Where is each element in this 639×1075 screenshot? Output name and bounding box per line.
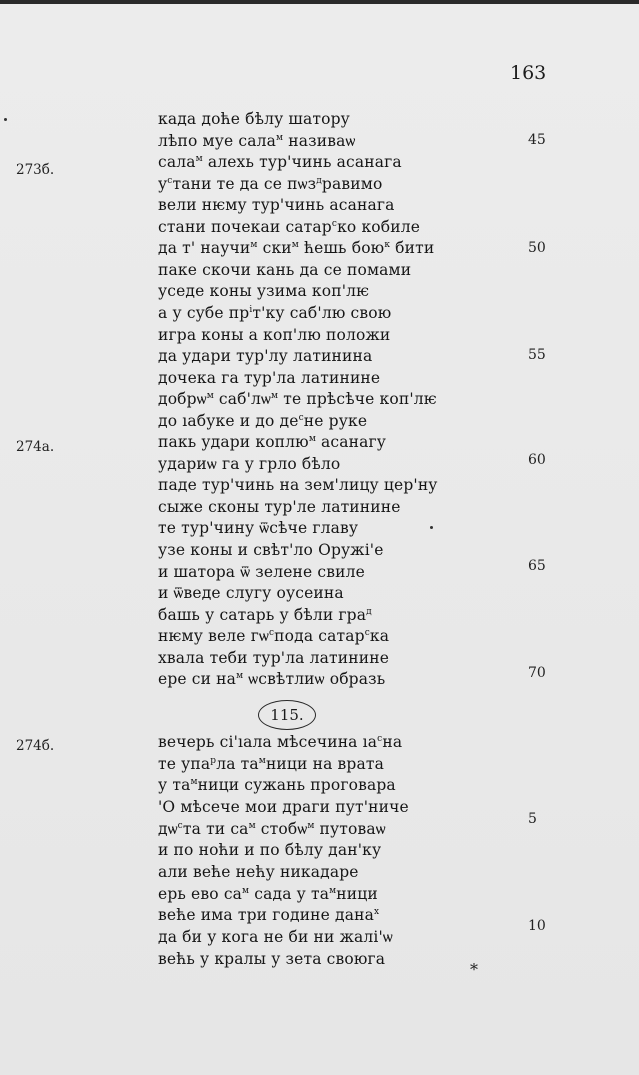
verse-line: пакь удари коплю$^м$ асанагу [158, 433, 387, 452]
line-number: 10 [528, 918, 546, 934]
line-number: 55 [528, 347, 546, 363]
page-top-edge [0, 0, 639, 4]
line-number: 60 [528, 452, 546, 468]
verse-line: те упа$^р$ла $та^мници$ на врата [158, 754, 384, 773]
page-number: 163 [510, 62, 547, 84]
line-number: 70 [528, 665, 546, 681]
verse-line: нѥму веле $гѡ^спода$ сатар$^с$ка [158, 627, 390, 646]
verse-line: и ѿведе слугу оусеина [158, 584, 344, 603]
verse-line: већь у кралы у зета своюга [158, 949, 386, 968]
verse-line: ерь ево $са^м$ сада у $та^мници$ [158, 884, 378, 903]
folio-marker: 274а. [16, 439, 55, 455]
verse-line: башь у сатарь у бѣли гра$^д$ [158, 605, 372, 624]
verse-line: веће има три године дана$^х$ [158, 906, 380, 925]
speck-mark [430, 526, 433, 529]
verse-line: али веће нећу никадаре [158, 862, 359, 881]
verse-line: сала$^м$ алехь тур'чинь асанага [158, 153, 402, 172]
verse-line: а у субе $пр^іт'ку$ саб'лю свою [158, 303, 392, 322]
verse-line: те тур'чину ѿсѣче главу [158, 519, 359, 538]
verse-line: у $та^мници$ сужань проговара [158, 776, 396, 795]
verse-line: $дѡ^ста$ ти $са^м$ стобѡ$^м$ путоваѡ [158, 819, 386, 838]
verse-line: када доће бѣлу шатору [158, 110, 350, 128]
verse-line: вечерь сі'ıала мѣсечина $ıа^сна$ [158, 733, 403, 751]
verse-line: 'О мѣсече мои драги пут'ниче [158, 797, 409, 816]
verse-line: да т' научи$^м$ ски$^м$ ћешь бою$^к$ бити [158, 239, 435, 258]
verse-line: удариѡ га у грло бѣло [158, 454, 341, 473]
verse-line: стани почекаи сатар$^с$ко кобиле [158, 217, 421, 236]
folio-marker: 273б. [16, 162, 55, 178]
verse-line: игра коны а коп'лю положи [158, 325, 391, 344]
verse-line: $у^стани$ те да се пѡз$^д$равимо [158, 174, 383, 193]
verse-line: добрѡ$^м$ $саб'лѡ^м$ те прѣсѣче коп'лѥ [158, 390, 437, 409]
asterisk-mark: * [470, 960, 478, 979]
verse-line: паке скочи кань да се помами [158, 260, 412, 279]
verse-line: да удари тур'лу латинина [158, 347, 373, 366]
verse-line: узе коны и свѣт'ло Оружі'е [158, 541, 384, 559]
folio-marker: 274б. [16, 738, 55, 754]
verse-line: и по ноћи и по бѣлу дан'ку [158, 841, 382, 860]
line-number: 65 [528, 558, 546, 574]
verse-line: уседе коны узима коп'лѥ [158, 282, 370, 301]
verse-line: да би у кога не би ни жалі'ѡ [158, 927, 393, 946]
line-number: 45 [528, 132, 546, 148]
verse-line: паде тур'чинь на зем'лицу цер'ну [158, 476, 438, 495]
verse-line: дочека га тур'ла латинине [158, 368, 381, 387]
verse-line: лѣпо муе сала$^м$ називаѡ [158, 131, 356, 150]
verse-line: сыже сконы тур'ле латинине [158, 497, 401, 516]
song-number-circle: 115. [258, 700, 316, 730]
line-number: 5 [528, 811, 537, 827]
verse-line: хвала теби тур'ла латинине [158, 648, 390, 667]
verse-line: до ıабуке и до $де^сне$ руке [158, 411, 368, 430]
verse-line: и шатора ѿ зелене свиле [158, 562, 365, 581]
verse-line: ере си $на^м$ ѡсвѣтлиѡ образь [158, 670, 386, 689]
speck-mark [4, 118, 7, 121]
verse-line: вели нѥму тур'чинь асанага [158, 196, 395, 215]
line-number: 50 [528, 240, 546, 256]
